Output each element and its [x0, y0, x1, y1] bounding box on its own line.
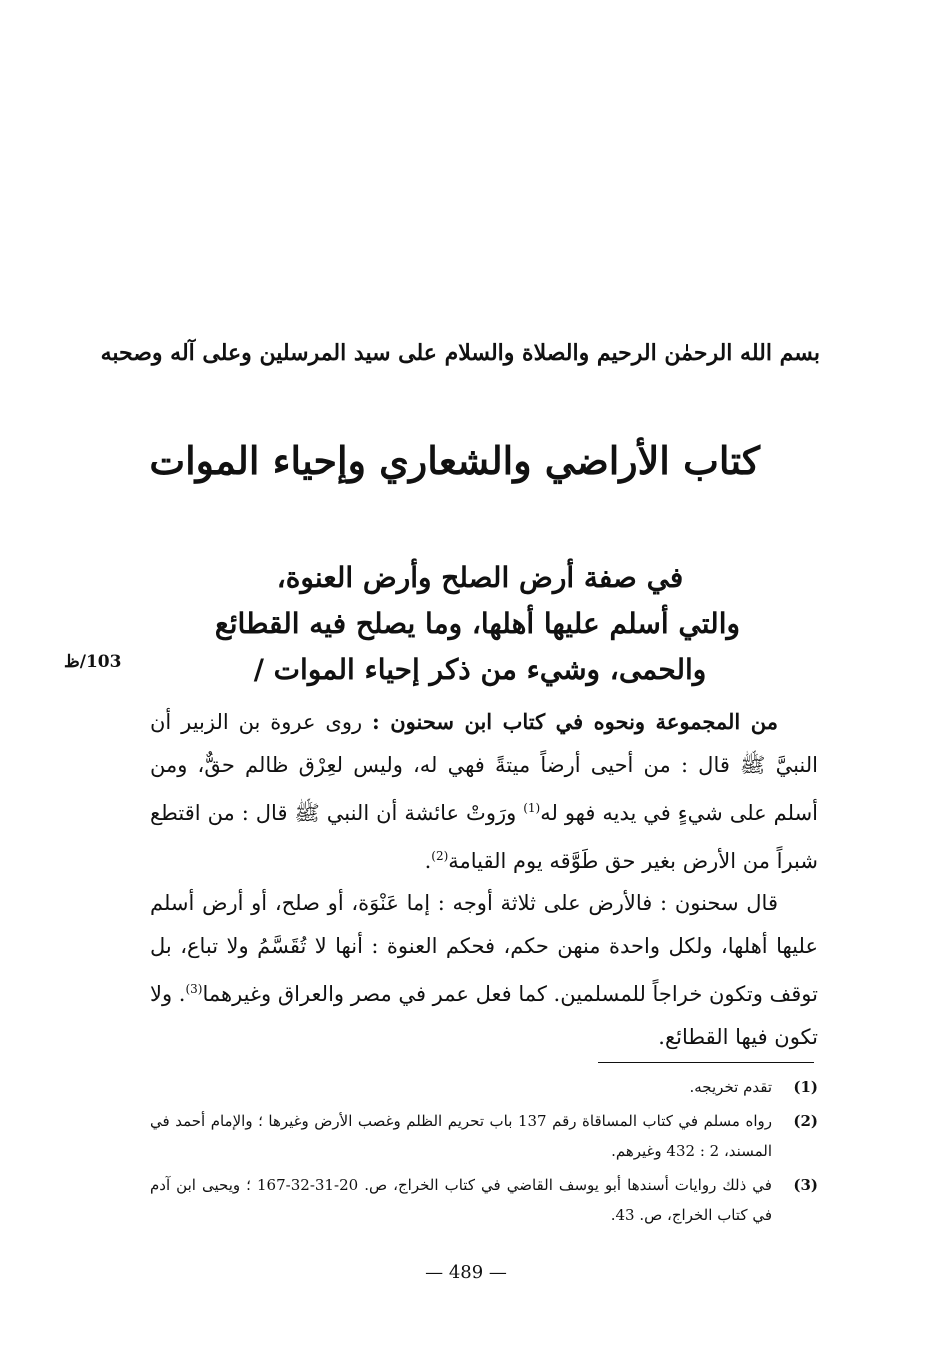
footnotes: [150, 1072, 818, 1234]
footnote-item: [150, 1072, 818, 1102]
section-title-line-2: والتي أسلم عليها أهلها، وما يصلح فيه القطائع: [214, 607, 740, 640]
footnote-number: (2): [793, 1112, 818, 1130]
footnote-number: (1): [793, 1078, 818, 1096]
book-title: كتاب الأراضي والشعاري وإحياء الموات: [149, 438, 760, 483]
manuscript-folio-note: 103/ظ: [64, 652, 122, 672]
paragraph-1-text-c: .: [424, 849, 432, 873]
section-title-line-3: والحمى، وشيء من ذكر إحياء الموات /: [253, 653, 707, 686]
section-title: [214, 555, 740, 693]
footnote-item: [150, 1106, 818, 1166]
paragraph-1-text-b: ورَوتْ عائشة أن النبي ﷺ قال : من اقتطع شبراً من الأرض بغير حق طَوَّقه يوم القيامة: [150, 801, 818, 873]
section-title-line-1: في صفة أرض الصلح وأرض العنوة،: [276, 561, 684, 594]
paragraph-1: [150, 700, 818, 883]
footnote-ref-2[interactable]: (2): [431, 849, 449, 863]
paragraph-2: [150, 882, 818, 1059]
paragraph-2-text-a: قال سحنون : فالأرض على ثلاثة أوجه : إما عَنْوَة، أو صلح، أو أرض أسلم عليها أهلها، ولكل واحدة منهن حكم، فحكم العنوة : أنها لا تُقَسَّمُ ولا تباع، بل توقف وتكون خراجاً للمسلمين. كما فعل عمر في مصر والعراق وغيرهما: [150, 891, 818, 1006]
source-reference: من المجموعة ونحوه في كتاب ابن سحنون :: [371, 709, 778, 734]
footnote-number: (3): [793, 1176, 818, 1194]
footnote-ref-1[interactable]: (1): [523, 801, 541, 815]
paragraph-1-text-a: روى عروة بن الزبير أن النبيَّ ﷺ قال : من أحيى أرضاً ميتةً فهي له، وليس لعِرْق ظالم حقٌّ، ومن أسلم على شيءٍ في يديه فهو له: [150, 710, 818, 825]
footnote-divider: [598, 1062, 814, 1063]
footnote-item: [150, 1170, 818, 1230]
footnote-text: رواه مسلم في كتاب المساقاة رقم 137 باب تحريم الظلم وغصب الأرض وغيرها ؛ والإمام أحمد في المسند، 2 : 432 وغيرهم.: [150, 1112, 772, 1160]
footnote-ref-3[interactable]: (3): [185, 982, 203, 996]
page-number: — 489 —: [425, 1262, 507, 1283]
basmala-line: بسم الله الرحمٰن الرحيم والصلاة والسلام على سيد المرسلين وعلى آله وصحبه: [100, 340, 820, 366]
footnote-text: تقدم تخريجه.: [689, 1078, 772, 1096]
paragraph-2-text-b: . ولا تكون فيها القطائع.: [150, 982, 818, 1049]
footnote-text: في ذلك روايات أسندها أبو يوسف القاضي في كتاب الخراج، ص. 20-31-32-167 ؛ ويحيى ابن آدم في كتاب الخراج، ص. 43.: [150, 1176, 772, 1224]
